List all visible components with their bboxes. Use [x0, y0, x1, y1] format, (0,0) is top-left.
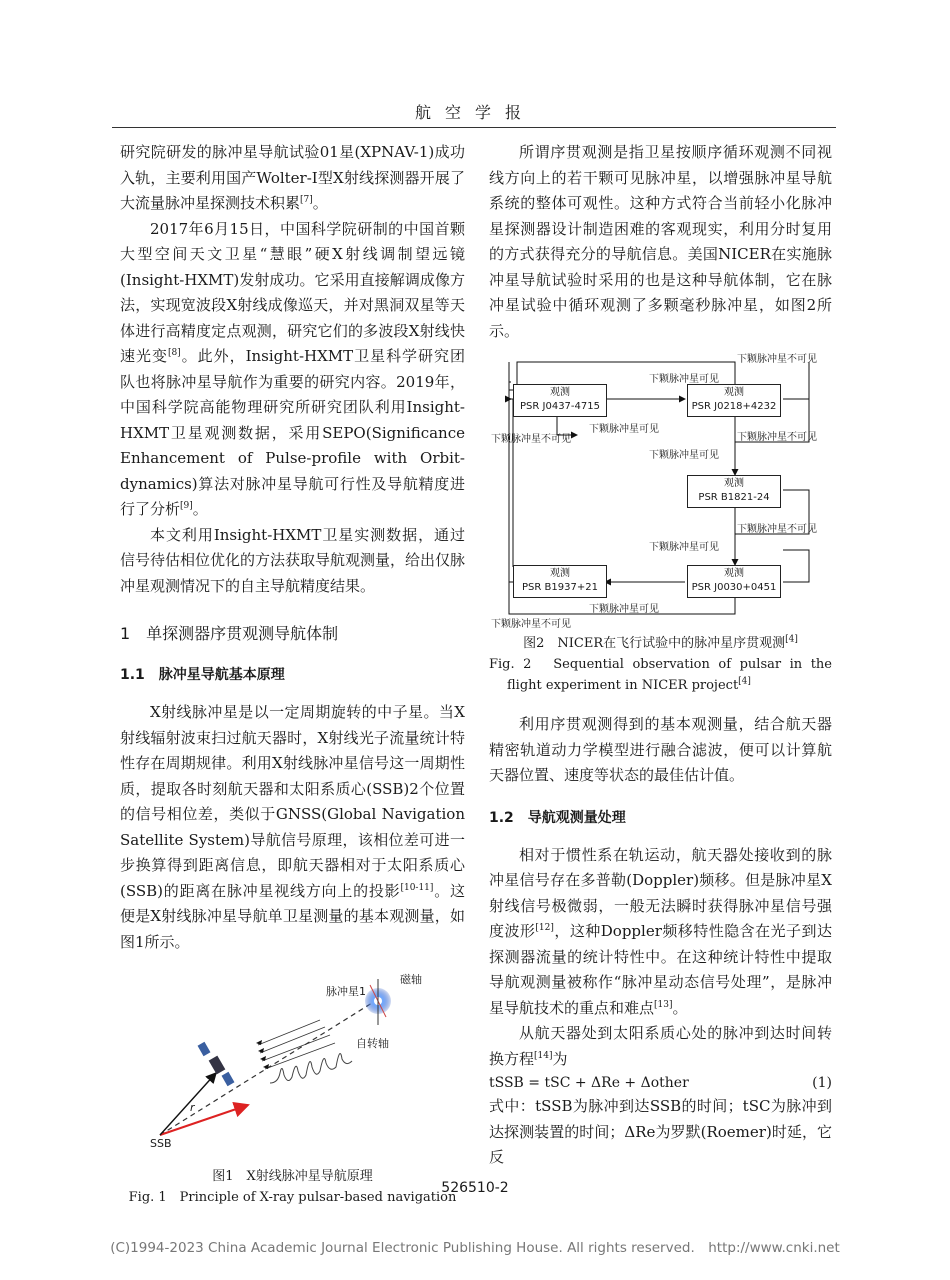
observation-box-psr-j0218: 观测 PSR J0218+4232: [687, 384, 781, 417]
subsection-heading: 1.2 导航观测量处理: [489, 809, 626, 826]
satellite-icon: [198, 1042, 235, 1086]
subsection-heading: 1.1 脉冲星导航基本原理: [120, 667, 285, 683]
paragraph: 相对于惯性系在轨运动，航天器处接收到的脉冲星信号存在多普勒(Doppler)频移。但是脉冲星X射线信号极微弱，一般无法瞬时获得脉冲星信号强度波形[12]，这种Doppler频移特性隐含在光子到达探测器流量的统计特性中。在这种统计特性中提取导航观测量被称作“脉冲星动态信号处理”，是脉冲星导航技术的重点和难点[13]。: [489, 845, 832, 1017]
paragraph: 利用序贯观测得到的基本观测量，结合航天器精密轨道动力学模型进行融合滤波，便可以计算航天器位置、速度等状态的最佳估计值。: [489, 715, 832, 784]
observation-box-psr-j0437: 观测 PSR J0437-4715: [513, 384, 607, 417]
observation-box-psr-j0030: 观测 PSR J0030+0451: [687, 565, 781, 598]
flow-label-visible: 下颗脉冲星可见: [649, 374, 719, 385]
flow-label-visible: 下颗脉冲星可见: [649, 450, 719, 461]
paragraph: X射线脉冲星是以一定周期旋转的中子星。当X射线辐射波束扫过航天器时，X射线光子流量统计特性存在周期规律。利用X射线脉冲星信号这一周期性质，提取各时刻航天器和太阳系质心(SSB)2个位置的信号相位差，类似于GNSS(Global Navigation Satellite System)导航信号原理，该相位差可进一步换算得到距离信息，即航天器相对于太阳系质心(SSB)的距离在脉冲星视线方向上的投影[10-11]。这便是X射线脉冲星导航单卫星测量的基本观测量，如图1所示。: [120, 703, 465, 951]
citation[interactable]: [7]: [300, 195, 313, 205]
figure-1-caption-cn: 图1 X射线脉冲星导航原理: [212, 1169, 373, 1184]
flow-label-invisible: 下颗脉冲星不可见: [491, 434, 571, 445]
citation[interactable]: [10-11]: [400, 882, 434, 893]
figure-2-caption-cn: 图2 NICER在飞行试验中的脉冲星序贯观测[4]: [523, 634, 798, 651]
r-vector-label: r: [190, 1101, 195, 1114]
equation-body: tSSB = tSC + ΔRe + Δother: [489, 1075, 689, 1091]
pulsar-icon: [365, 979, 391, 1025]
flow-label-invisible: 下颗脉冲星不可见: [737, 524, 817, 535]
paragraph: 所谓序贯观测是指卫星按顺序循环观测不同视线方向上的若干颗可见脉冲星，以增强脉冲星导航系统的整体可观性。这种方式符合当前轻小化脉冲星探测器设计制造困难的客观现实，利用分时复用的方式获得充分的导航信息。美国NICER在实施脉冲星导航试验时采用的也是这种导航体制，它在脉冲星试验中循环观测了多颗毫秒脉冲星，如图2所示。: [489, 143, 832, 340]
pulsar-label: 脉冲星1: [326, 985, 366, 998]
page-number: 526510-2: [441, 1180, 509, 1196]
citation[interactable]: [12]: [535, 923, 554, 933]
citation[interactable]: [8]: [167, 348, 181, 358]
left-column: [120, 140, 465, 1208]
paragraph: 2017年6月15日，中国科学院研制的中国首颗大型空间天文卫星“慧眼”硬X射线调制望远镜(Insight-HXMT)发射成功。它采用直接解调成像方法，实现宽波段X射线成像巡天，并对黑洞双星等天体进行高精度定点观测，研究它们的多波段X射线快速光变[8]。此外，Insight-HXMT卫星科学研究团队也将脉冲星导航作为重要的研究内容。2019年，中国科学院高能物理研究所研究团队利用Insight-HXMT卫星观测数据，采用SEPO(Significance Enhancement of Pulse-profile with Orbit-dynamics)算法对脉冲星导航可行性及导航精度进行了分析[9]。: [120, 219, 465, 518]
figure-1-diagram: [120, 965, 465, 1150]
citation[interactable]: [9]: [180, 501, 193, 511]
flow-label-invisible: 下颗脉冲星不可见: [737, 354, 817, 365]
flow-label-invisible: 下颗脉冲星不可见: [737, 432, 817, 443]
figure-2-caption-en: Fig. 2 Sequential observation of pulsar in the flight experiment in NICER project[4]: [489, 657, 832, 693]
paragraph: 式中：tSSB为脉冲到达SSB的时间；tSC为脉冲到达探测装置的时间；ΔRe为罗默(Roemer)时延，它反: [489, 1097, 832, 1166]
citation[interactable]: [14]: [534, 1050, 553, 1061]
observation-box-psr-b1937: 观测 PSR B1937+21: [513, 565, 607, 598]
citation[interactable]: [4]: [738, 676, 751, 687]
header-rule: [112, 127, 836, 128]
flow-label-visible: 下颗脉冲星可见: [649, 542, 719, 553]
citation[interactable]: [4]: [785, 634, 798, 645]
flow-label-visible: 下颗脉冲星可见: [589, 604, 659, 615]
paragraph: 从航天器处到太阳系质心处的脉冲到达时间转换方程[14]为: [489, 1024, 832, 1068]
paragraph: 本文利用Insight-HXMT卫星实测数据，通过信号待估相位优化的方法获取导航观测量，给出仅脉冲星观测情况下的自主导航精度结果。: [120, 525, 466, 595]
figure-1: [120, 965, 465, 1150]
flow-label-visible: 下颗脉冲星可见: [589, 424, 659, 435]
section-heading: 1 单探测器序贯观测导航体制: [120, 624, 339, 643]
figure-2: [489, 352, 832, 630]
flow-label-invisible: 下颗脉冲星不可见: [491, 619, 571, 630]
observation-box-psr-b1821: 观测 PSR B1821-24: [687, 475, 781, 508]
right-column: [489, 140, 832, 1171]
ssb-label: SSB: [150, 1137, 172, 1150]
copyright-footer: (C)1994-2023 China Academic Journal Electronic Publishing House. All rights reserved. http://www.cnki.net: [110, 1240, 840, 1256]
figure-1-caption-en: Fig. 1 Principle of X-ray pulsar-based navigation: [128, 1190, 457, 1205]
journal-header: 航空学报: [414, 103, 535, 122]
magnetic-axis-label: 磁轴: [400, 973, 422, 986]
spin-axis-label: 自转轴: [356, 1037, 389, 1050]
paragraph: 研究院研发的脉冲星导航试验01星(XPNAV-1)成功入轨，主要利用国产Wolter-I型X射线探测器开展了大流量脉冲星探测技术积累[7]。: [120, 143, 465, 212]
citation[interactable]: [13]: [654, 999, 673, 1010]
equation-number: (1): [812, 1075, 832, 1091]
equation-1: [489, 1072, 832, 1094]
